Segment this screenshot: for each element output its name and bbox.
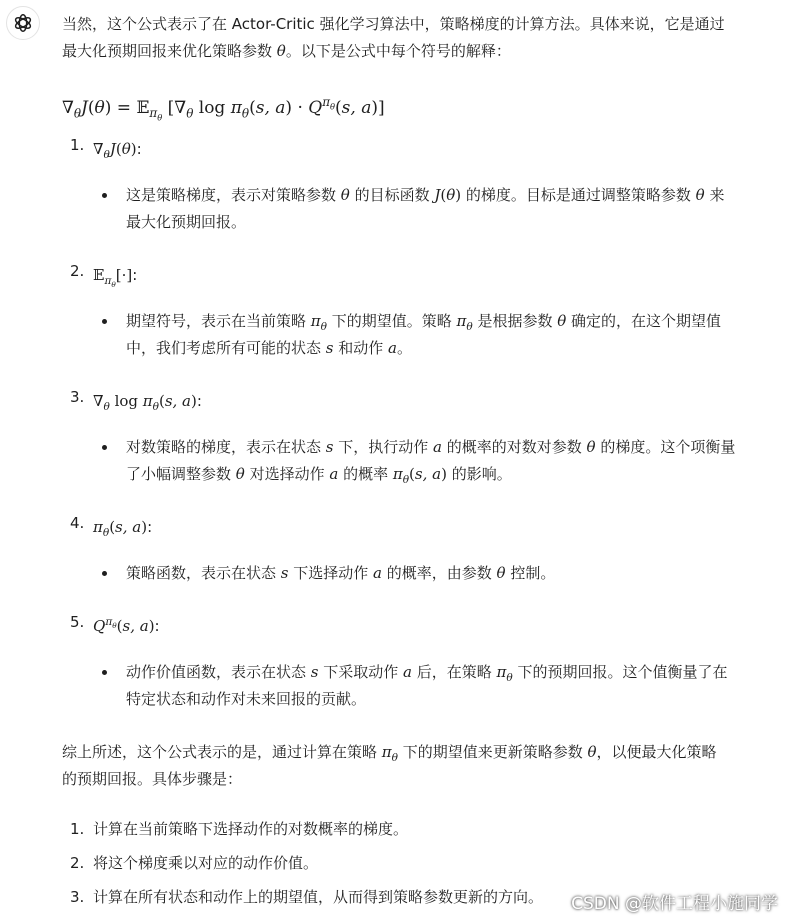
item-symbol: $\pi_\theta(s$, a): — [93, 518, 153, 539]
bullet-icon — [102, 571, 107, 576]
item-description: 对数策略的梯度，表示在状态 s 下，执行动作 a 的概率的对数对参数 θ 的梯度。这个项衡量 了小幅调整参数 θ 对选择动作 a 的概率 $\pi_\theta(s$, a) 的影响。 — [62, 434, 777, 488]
bullet-icon — [102, 445, 107, 450]
item-description: 期望符号，表示在当前策略 $\pi_\theta$ 下的期望值。策略 $\pi_\theta$ 是根据参数 θ 确定的，在这个期望值 中，我们考虑所有可能的状态 s 和动作 a。 — [62, 308, 777, 362]
item-description: 动作价值函数，表示在状态 s 下采取动作 a 后，在策略 $\pi_\theta$ 下的预期回报。这个值衡量了在 特定状态和动作对未来回报的贡献。 — [62, 659, 777, 713]
item-description: 策略函数，表示在状态 s 下选择动作 a 的概率，由参数 θ 控制。 — [62, 560, 777, 587]
openai-knot-icon — [12, 12, 34, 34]
math-theta: θ — [276, 42, 286, 60]
item-number: 1. — [70, 136, 85, 154]
intro-line-2-end: 。以下是公式中每个符号的解释： — [285, 42, 511, 60]
list-item — [62, 388, 777, 488]
item-description: 这是策略梯度，表示对策略参数 θ 的目标函数 J(θ) 的梯度。目标是通过调整策略参数 θ 来 最大化预期回报。 — [62, 182, 777, 236]
list-item: 2. 将这个梯度乘以对应的动作价值。 — [70, 854, 319, 872]
bullet-icon — [102, 319, 107, 324]
bullet-icon — [102, 670, 107, 675]
item-number: 3. — [70, 388, 85, 406]
watermark: CSDN @软件工程小施同学 — [571, 894, 778, 914]
list-item: 3. 计算在所有状态和动作上的期望值，从而得到策略参数更新的方向。 — [70, 888, 544, 906]
assistant-message — [62, 11, 777, 918]
item-number: 2. — [70, 262, 85, 280]
intro-paragraph — [62, 11, 777, 65]
list-item: 1. 计算在当前策略下选择动作的对数概率的梯度。 — [70, 820, 409, 838]
intro-line-2: 最大化预期回报来优化策略参数 — [62, 42, 277, 60]
summary-paragraph: 综上所述，这个公式表示的是，通过计算在策略 $\pi_\theta$ 下的期望值来更新策略参数 θ，以便最大化策略 的预期回报。具体步骤是： — [62, 743, 717, 788]
bullet-icon — [102, 193, 107, 198]
item-symbol: $Q^{\pi_\theta}(s$, a): — [93, 616, 160, 635]
item-symbol: $\nabla_\theta$ $\log \pi_\theta(s$, a): — [93, 392, 202, 413]
main-formula: $\nabla_\theta J(\theta)$ = 𝔼$_{\pi_\theta}$ [$\nabla_\theta$ $\log \pi_\theta(s$, $a) \cdot Q^{\pi_\theta}(s$, a)] — [62, 95, 385, 123]
item-number: 5. — [70, 613, 85, 631]
item-number: 4. — [70, 514, 85, 532]
list-item — [62, 136, 777, 236]
item-symbol: 𝔼$_{\pi_\theta}$[·]: — [93, 266, 138, 290]
list-item — [62, 613, 777, 713]
item-symbol: $\nabla_\theta J(\theta)$: — [93, 140, 142, 161]
list-item — [62, 262, 777, 362]
list-item — [62, 514, 777, 587]
intro-line-1: 当然，这个公式表示了在 Actor-Critic 强化学习算法中，策略梯度的计算方法。具体来说，它是通过 — [62, 15, 725, 33]
assistant-logo-icon — [6, 6, 40, 40]
